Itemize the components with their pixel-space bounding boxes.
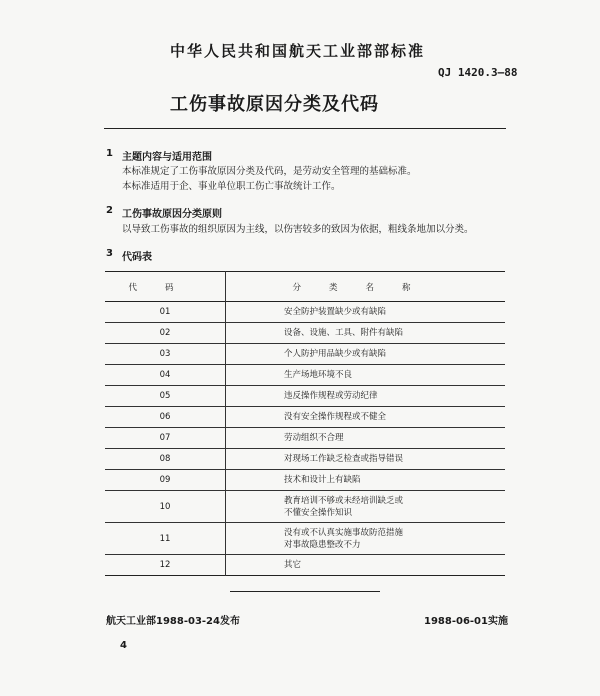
page-number: 4 xyxy=(120,640,127,651)
row-name xyxy=(226,470,506,491)
table-row xyxy=(105,428,505,449)
row-name xyxy=(226,523,506,555)
row-name-line: 安全防护装置缺少或有缺陷 xyxy=(284,307,387,317)
row-name-line: 对现场工作缺乏检查或指导错误 xyxy=(284,454,404,464)
row-code: 12 xyxy=(105,555,226,576)
row-name-line: 没有安全操作规程或不健全 xyxy=(284,412,387,422)
effective-date: 1988-06-01实施 xyxy=(424,616,508,627)
header-rule xyxy=(104,128,506,129)
row-name-line: 技术和设计上有缺陷 xyxy=(284,475,361,485)
table-row xyxy=(105,491,505,523)
table-row xyxy=(105,365,505,386)
section-1-line-2: 本标准适用于企、事业单位职工伤亡事故统计工作。 xyxy=(122,181,341,192)
row-name xyxy=(226,323,506,344)
section-3-number: 3 xyxy=(106,248,113,259)
table-row xyxy=(105,449,505,470)
row-name xyxy=(226,407,506,428)
row-name-line: 教育培训不够或未经培训缺乏或 xyxy=(284,495,404,506)
row-code: 07 xyxy=(105,428,226,449)
row-code: 11 xyxy=(105,523,226,555)
row-name xyxy=(226,365,506,386)
row-name xyxy=(226,491,506,523)
row-name-line: 生产场地环境不良 xyxy=(284,370,353,380)
row-name xyxy=(226,386,506,407)
table-row xyxy=(105,386,505,407)
document-title: 工伤事故原因分类及代码 xyxy=(170,94,379,115)
table-row xyxy=(105,523,505,555)
standard-number: QJ 1420.3—88 xyxy=(438,66,518,79)
header-code: 代码 xyxy=(105,272,226,302)
row-name-line: 对事故隐患整改不力 xyxy=(284,539,361,550)
issue-date: 航天工业部1988-03-24发布 xyxy=(106,616,240,627)
row-name-line: 设备、设施、工具、附件有缺陷 xyxy=(284,328,404,338)
row-name-line: 不懂安全操作知识 xyxy=(284,507,353,518)
table-row xyxy=(105,470,505,491)
row-code: 08 xyxy=(105,449,226,470)
row-name-line: 违反操作规程或劳动纪律 xyxy=(284,391,378,401)
table-row xyxy=(105,344,505,365)
row-code: 05 xyxy=(105,386,226,407)
code-table xyxy=(105,271,505,576)
table-row xyxy=(105,302,505,323)
row-code: 02 xyxy=(105,323,226,344)
section-2-text: 以导致工伤事故的组织原因为主线，以伤害较多的致因为依据，粗线条地加以分类。 xyxy=(122,224,474,235)
row-name xyxy=(226,555,506,576)
row-name xyxy=(226,344,506,365)
row-code: 10 xyxy=(105,491,226,523)
section-1-number: 1 xyxy=(106,148,113,159)
section-1-line-1: 本标准规定了工伤事故原因分类及代码，是劳动安全管理的基础标准。 xyxy=(122,166,417,177)
header-name: 分类名称 xyxy=(292,282,439,293)
section-1-title: 主题内容与适用范围 xyxy=(122,152,212,163)
row-name xyxy=(226,428,506,449)
footer-short-rule xyxy=(230,591,380,592)
row-code: 09 xyxy=(105,470,226,491)
row-code: 06 xyxy=(105,407,226,428)
row-name-line: 个人防护用品缺少或有缺陷 xyxy=(284,349,387,359)
section-3-title: 代码表 xyxy=(122,252,152,263)
table-header-row xyxy=(105,272,505,302)
row-name xyxy=(226,449,506,470)
row-name xyxy=(226,302,506,323)
row-name-line: 劳动组织不合理 xyxy=(284,433,344,443)
section-2-number: 2 xyxy=(106,205,113,216)
table-row xyxy=(105,323,505,344)
issuing-organization: 中华人民共和国航天工业部部标准 xyxy=(170,42,426,60)
table-row xyxy=(105,555,505,576)
table-row xyxy=(105,407,505,428)
row-code: 04 xyxy=(105,365,226,386)
row-name-line: 其它 xyxy=(284,560,302,570)
section-2-title: 工伤事故原因分类原则 xyxy=(122,209,222,220)
row-name-line: 没有或不认真实施事故防范措施 xyxy=(284,527,404,538)
row-code: 01 xyxy=(105,302,226,323)
row-code: 03 xyxy=(105,344,226,365)
